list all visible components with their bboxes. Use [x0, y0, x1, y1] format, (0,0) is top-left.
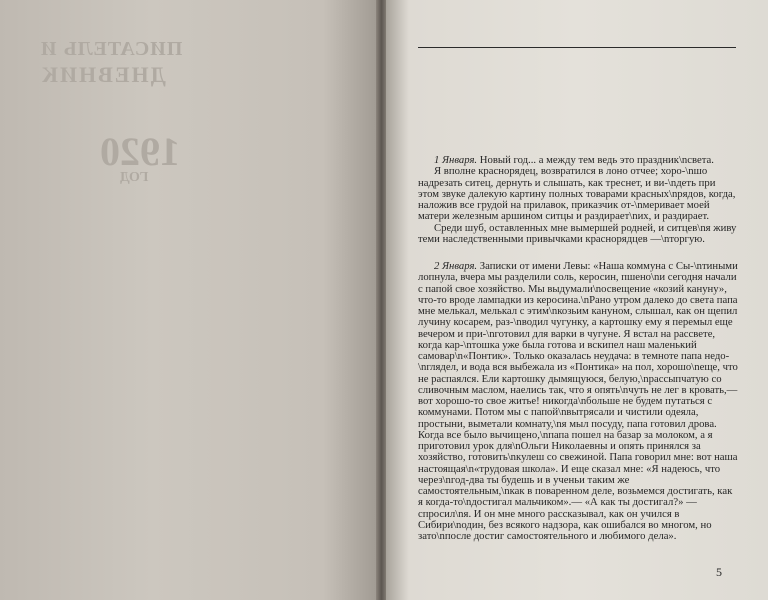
entry-date: 1 Января.: [434, 154, 478, 166]
diary-paragraph: Среди шуб, оставленных мне вымершей родней, и ситцев\nя живу теми наследственными привычками краснорядцев —\nторгую.: [418, 221, 737, 245]
entry-date: 2 Января.: [434, 260, 478, 272]
diary-paragraph: 2 Января. Записки от имени Левы: «Наша коммуна с Сы-\nтиными лопнула, вчера мы разделили соль, керосин, пшено\nи сегодня начали с папой свое хозяйство. Мы выдумали\nосвещение «козий кануну», что-то вроде лампадки из керосина.\nРано утром далеко до света папа мне мелькал, мелькал с этим\nкозьим кануном, слышал, как он щепил лучину косарем, раз-\nводил чугунку, а картошку ему я перемыл еще вечером и при-\nготовил для варки в чугуне. Я встал на рассвете, когда кар-\nтошка уже была готова и вскипел наш маленький самовар\n«Понтик». Только оказалась неудача: в темноте папа недо-\nглядел, и вода вся выбежала из «Понтика» на пол, хорошо\nеще, что не распаялся. Ели картошку дымящуюся, белую,\nрассыпчатую со сливочным маслом, наелись так, что я опять\nчуть не лег в кровать,— вот хорошо-то свое житье! никогда\nбольше не будем путаться с коммунами. Потом мы с папой\nвытрясали и чистили одеяла, простыни, выметали комнату,\nя мыл посуду, папа готовил дрова. Когда все было вычищено,\nпапа пошел на базар за молоком, а я приготовил урок для\nОльги Николаевны и опять принялся за хозяйство, готовить\nкулеш со свежиной. Папа говорил мне: вот наша настоящая\n«трудовая школа». И еще сказал мне: «Я надеюсь, что через\nгод-два ты будешь и в ученьи таким же самостоятельным,\nкак в поваренном деле, возьмемся достигать, как я когда-то\nдостигал мальчиком».— «А как ты достигал?» — спросил\nя. И он мне много рассказывал, как он учился в Сибири\nодин, без всякого надзора, как ошибался во многом, но зато\nпосле достиг самостоятельного и любимого дела».: [418, 260, 738, 542]
bleed-through-mark: ГОД: [120, 170, 149, 185]
header-rule: [418, 47, 736, 48]
diary-paragraph: Я вполне краснорядец, возвратился в лоно отчее; хоро-\nшо надрезать ситец, дернуть и слышать, как треснет, и ви-\nдеть при этом звуке далекую картину полных товарами красных\nрядов, когда, наложив все грудой на прилавок, приказчик от-\nмеривает моей матери железным аршином ситцы и раздирает\nих, и раздирает.: [418, 165, 736, 223]
diary-paragraph: 1 Января. Новый год... а между тем ведь это праздник\nсвета.: [434, 154, 714, 166]
diary-text: [418, 155, 738, 542]
bleed-through-mark: 1920: [100, 129, 180, 174]
bleed-through-mark: ПИСАТЕЛЬ И: [40, 38, 183, 60]
page-number: 5: [716, 565, 722, 579]
left-page-blank: [0, 0, 380, 600]
bleed-through-mark: ДНЕВНИК: [40, 62, 166, 87]
right-page: [386, 0, 768, 600]
